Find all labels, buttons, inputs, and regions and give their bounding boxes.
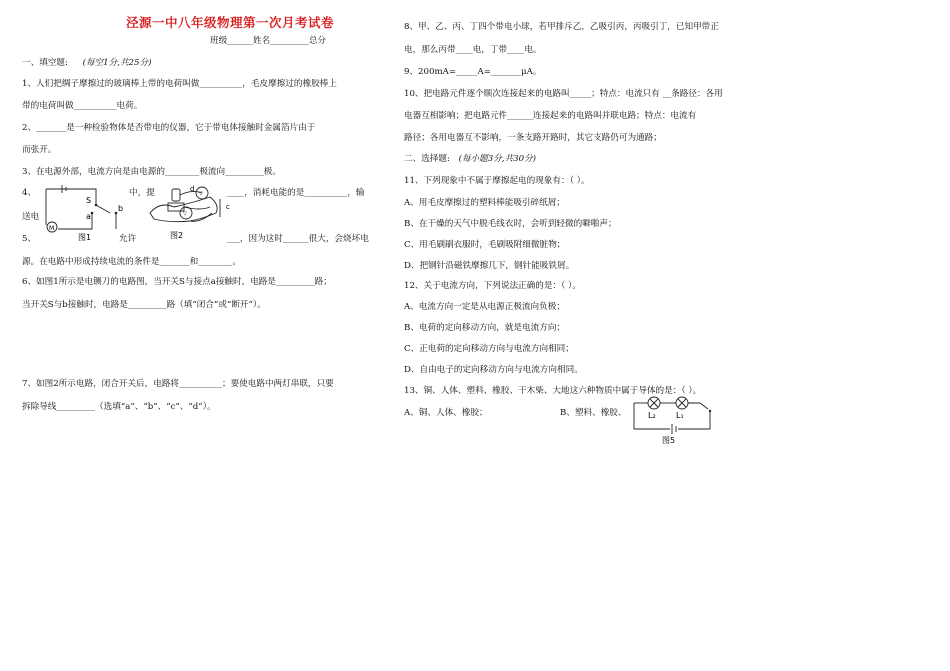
question-6-line-1: 6、如图1所示是电铡刀的电路图，当开关S与接点a接触时，电路是_________路； (22, 277, 332, 287)
question-7-line-1: 7、如图2所示电路，闭合开关后，电路将__________；要使电路中两灯串联，只要 (22, 379, 334, 389)
section-1-title: 一、填空题: (22, 58, 68, 68)
section-2-note: (每小题3分,共30分) (458, 154, 537, 164)
question-8-line-1: 8、甲、乙、丙、丁四个带电小球，若甲排斥乙，乙吸引丙，丙吸引丁，已知甲带正 (404, 22, 719, 32)
exam-title: 泾源一中八年级物理第一次月考试卷 (125, 15, 334, 30)
question-13-option-a: A、铜、人体、橡胶； (404, 408, 488, 418)
question-10-line-1: 10、把电路元件逐个顺次连接起来的电路叫_____；特点：电流只有 __条路径：各用 (404, 89, 723, 99)
section-2-title: 二、选择题: (404, 154, 450, 164)
question-12: 12、关于电流方向，下列说法正确的是：（ ）。 (404, 281, 581, 291)
exam-subtitle: 班级______姓名_________总分 (210, 36, 327, 46)
question-9: 9、200mA=_____A=_______μA。 (404, 67, 542, 77)
question-5-end: ___，因为这时______很大，会烧坏电 (227, 234, 369, 244)
figure-1-circuit-diagram (38, 183, 130, 243)
fig5-caption: 图5 (662, 436, 676, 445)
question-7-line-2: 拆除导线_________（选填“a”、“b”、“c”、“d”）。 (22, 402, 216, 412)
question-10-line-2: 电器互相影响；把电路元件______连接起来的电路叫并联电路；特点：电流有 (404, 111, 697, 121)
question-11: 11、下列现象中不属于摩擦起电的现象有：（ ）。 (404, 176, 590, 186)
fig1-switch-label: S (86, 196, 92, 205)
fig2-wire-c-label: c (226, 203, 230, 211)
fig2-lamp-2-glyph: ▽ (183, 211, 187, 217)
question-5-start: 5、 (22, 234, 37, 244)
question-11-option-b: B、在干燥的天气中脱毛线衣时，会听到轻微的噼啪声； (404, 219, 617, 229)
question-4-start: 4、 (22, 188, 37, 198)
question-2-line-2: 而张开。 (22, 145, 57, 155)
fig1-motor-label: M (49, 225, 55, 232)
question-4-end: ____，消耗电能的是__________，输 (227, 188, 365, 198)
fig5-lamp-l2-label: L₂ (648, 411, 656, 420)
question-12-option-c: C、正电荷的定向移动方向与电流方向相同； (404, 344, 574, 354)
question-1-line-1: 1、人们把绸子摩擦过的玻璃棒上带的电荷叫做__________，毛皮摩擦过的橡胶棒上 (22, 79, 337, 89)
section-1-note: (每空1分,共25分) (82, 58, 152, 68)
question-13-option-b: B、塑料、橡胶、 (560, 408, 627, 418)
question-11-option-d: D、把钢针沿磁铁摩擦几下，钢针能吸铁屑。 (404, 261, 575, 271)
fig1-contact-a: a (86, 212, 91, 221)
question-12-option-a: A、电流方向一定是从电源正极流向负极； (404, 302, 565, 312)
question-11-option-a: A、用毛皮摩擦过的塑料棒能吸引碎纸屑； (404, 198, 565, 208)
section-2-header (404, 153, 536, 166)
figure-2-circuit-diagram (140, 183, 234, 243)
question-2-line-1: 2、_______是一种检验物体是否带电的仪器，它于带电体接触时金属箔片由于 (22, 123, 316, 133)
question-8-line-2: 电，那么丙带____电，丁带____电。 (404, 45, 542, 55)
question-5-line-2: 源。在电路中形成持续电流的条件是_______和________。 (22, 257, 242, 267)
question-10-line-3: 路径；各用电器互不影响，一条支路开路时，其它支路仍可为通路； (404, 133, 662, 143)
question-3: 3、在电源外部，电流方向是由电源的________极流向_________极。 (22, 167, 281, 177)
question-12-option-b: B、电荷的定向移动方向，就是电流方向； (404, 323, 566, 333)
fig2-lamp-1-glyph: ▽ (199, 191, 203, 197)
question-12-option-d: D、自由电子的定向移动方向与电流方向相同。 (404, 365, 583, 375)
question-6-line-2: 当开关S与b接触时，电路是_________路（填“闭合”或“断开”）。 (22, 300, 266, 310)
section-1-header (22, 57, 151, 70)
fig2-caption: 图2 (170, 231, 184, 240)
question-4-middle: 中，提 (129, 188, 155, 198)
question-5-middle: 允许 (119, 234, 137, 244)
figure-5-circuit-diagram (628, 393, 724, 445)
fig5-lamp-l1-label: L₁ (676, 411, 684, 420)
question-1-line-2: 带的电荷叫做__________电荷。 (22, 101, 143, 111)
fig1-contact-b: b (118, 204, 124, 213)
question-11-option-c: C、用毛刷刷衣服时，毛刷吸附细微脏物； (404, 240, 566, 250)
question-4-line-2: 送电 (22, 212, 40, 222)
question-13: 13、铜、人体、塑料、橡胶、干木柴、大地这六种物质中属于导体的是：（ ）。 (404, 386, 702, 396)
fig2-wire-d-label: d (190, 185, 195, 193)
fig1-caption: 图1 (78, 233, 92, 242)
